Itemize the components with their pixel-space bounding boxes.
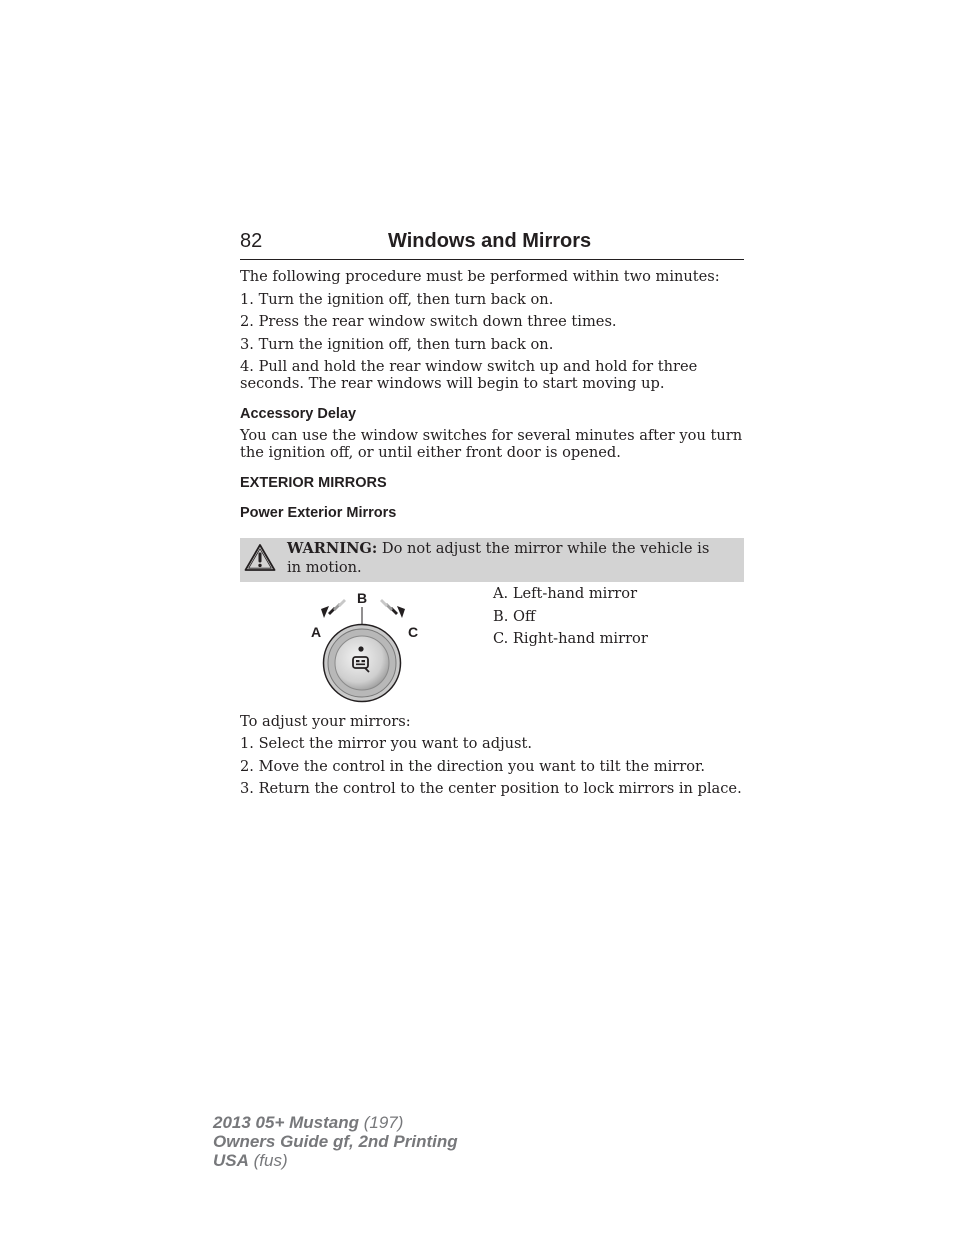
footer-line-2: Owners Guide gf, 2nd Printing	[213, 1132, 458, 1151]
legend-item-b: B. Off	[493, 608, 536, 625]
figure-label-b: B	[357, 590, 368, 606]
power-exterior-mirrors-heading: Power Exterior Mirrors	[240, 505, 397, 521]
adjust-step-2: 2. Move the control in the direction you want to tilt the mirror.	[240, 758, 705, 775]
procedure-intro: The following procedure must be performed within two minutes:	[240, 268, 720, 285]
legend-item-c: C. Right-hand mirror	[493, 630, 648, 647]
warning-triangle-icon	[244, 543, 276, 572]
adjust-step-1: 1. Select the mirror you want to adjust.	[240, 735, 532, 752]
warning-label: WARNING:	[287, 540, 378, 557]
knob-indicator-dot	[358, 646, 363, 651]
adjust-intro: To adjust your mirrors:	[240, 713, 411, 730]
footer-line-1	[213, 1113, 458, 1132]
page-footer	[213, 1113, 458, 1170]
footer-market-code: (fus)	[253, 1151, 288, 1170]
mirror-selector-knob	[324, 625, 401, 702]
procedure-step-1: 1. Turn the ignition off, then turn back on.	[240, 291, 554, 308]
warning-box	[240, 538, 744, 582]
exterior-mirrors-heading: EXTERIOR MIRRORS	[240, 475, 387, 491]
footer-line-3	[213, 1151, 458, 1170]
footer-model-code: (197)	[363, 1113, 404, 1132]
mirror-control-figure	[300, 586, 428, 706]
right-mirror-arrow	[380, 599, 405, 618]
adjust-step-3: 3. Return the control to the center position to lock mirrors in place.	[240, 780, 742, 797]
page-header	[240, 229, 744, 260]
accessory-delay-text: You can use the window switches for several minutes after you turn the ignition off, or until either front door is opened.	[240, 427, 743, 462]
warning-message: Do not adjust the mirror while the vehicle is in motion.	[287, 540, 710, 576]
figure-label-a: A	[311, 624, 322, 640]
footer-market: USA	[213, 1151, 249, 1170]
section-title: Windows and Mirrors	[388, 230, 592, 252]
footer-model: 2013 05+ Mustang	[213, 1113, 359, 1132]
accessory-delay-heading: Accessory Delay	[240, 406, 357, 422]
procedure-step-4: 4. Pull and hold the rear window switch up and hold for three seconds. The rear windows will begin to start moving up.	[240, 358, 698, 393]
legend-item-a: A. Left-hand mirror	[493, 585, 638, 602]
figure-label-c: C	[408, 624, 419, 640]
warning-text	[287, 539, 727, 577]
procedure-step-2: 2. Press the rear window switch down three times.	[240, 313, 617, 330]
procedure-step-3: 3. Turn the ignition off, then turn back on.	[240, 336, 554, 353]
left-mirror-arrow	[321, 599, 346, 618]
page-number: 82	[240, 230, 263, 252]
